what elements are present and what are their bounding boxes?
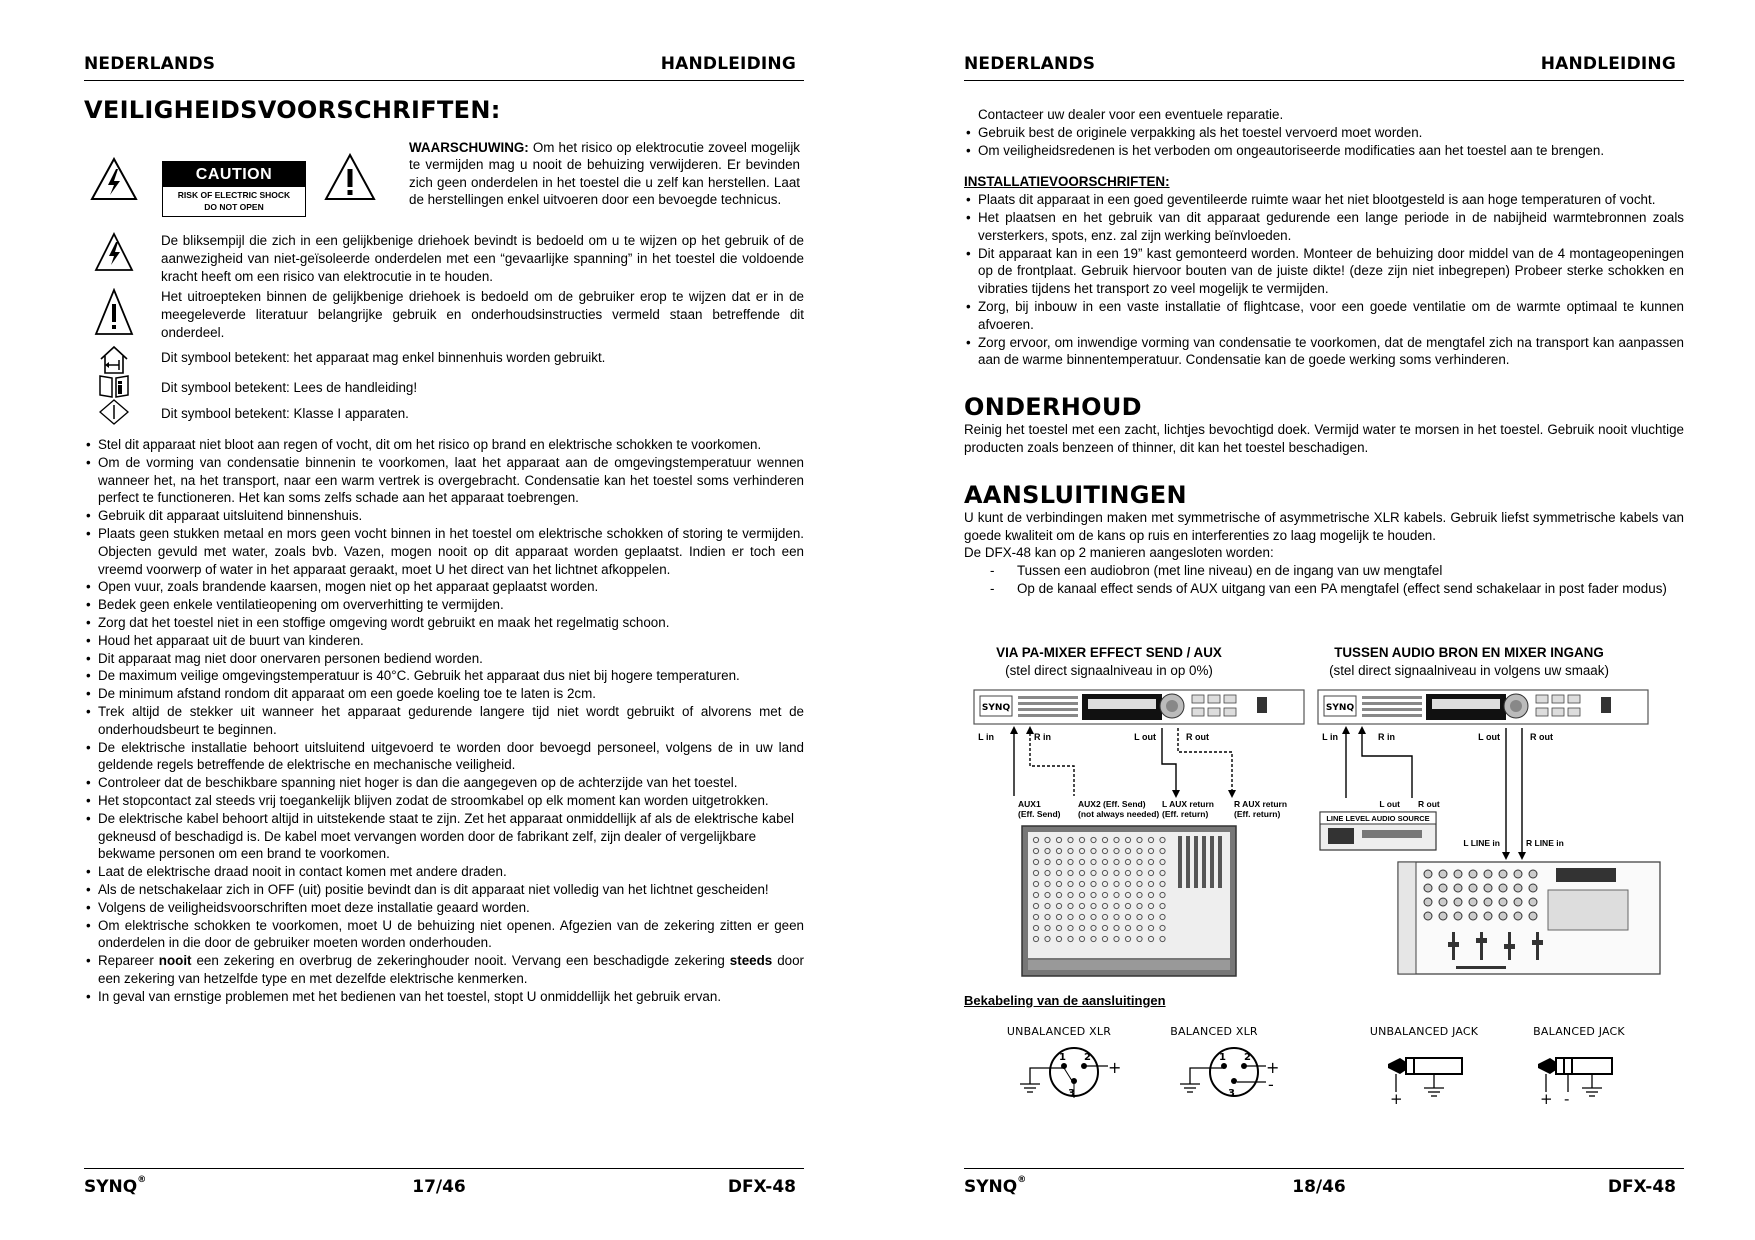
- label-aux1-sub: (Eff. Send): [1018, 809, 1061, 819]
- warning-text: [409, 139, 800, 208]
- cable-l-return: [1162, 728, 1176, 796]
- footer-reg-mark: ®: [1017, 1175, 1027, 1185]
- label-l-aux-return: L AUX return: [1162, 799, 1214, 809]
- caution-title: CAUTION: [163, 162, 305, 187]
- fuse-text-1: Repareer: [98, 953, 159, 969]
- page-header: [84, 54, 804, 81]
- footer-brand: [84, 1177, 146, 1197]
- label-l-aux-return-sub: (Eff. return): [1162, 809, 1209, 819]
- diagram-a-subtitle: (stel direct signaalniveau in op 0%): [1005, 663, 1213, 678]
- caution-line2: DO NOT OPEN: [204, 202, 264, 212]
- diagram-b-subtitle: (stel direct signaalniveau in volgens uw smaak): [1329, 663, 1609, 678]
- pa-mixer: [1022, 826, 1236, 976]
- list-item: • Stel dit apparaat niet bloot aan regen of vocht, dit om het risico op brand en elektrische schokken te voorkomen.: [84, 436, 804, 454]
- diagram-pa-mixer: [972, 686, 1306, 982]
- list-item: • Zorg ervoor, om inwendige vorming van condensatie te voorkomen, dat de mengtafel zich na transport kan aanpassen aan de warme binnentemperatuur. Condensatie kan de goede werking soms verhinderen.: [964, 334, 1684, 370]
- label-r-in: R in: [1034, 732, 1051, 742]
- list-item: • Om veiligheidsredenen is het verboden om ongeautoriseerde modificaties aan het toestel aan te brengen.: [964, 142, 1684, 160]
- fuse-bold-2: steeds: [729, 953, 773, 969]
- jack-minus: -: [1564, 1090, 1570, 1106]
- mixer-knob: [1439, 898, 1447, 906]
- safety-title: VEILIGHEIDSVOORSCHRIFTEN:: [84, 96, 501, 124]
- footer-reg-mark: ®: [137, 1175, 147, 1185]
- xlr-plus: +: [1266, 1058, 1280, 1077]
- dfx48-unit: [974, 690, 1304, 724]
- caution-line1: RISK OF ELECTRIC SHOCK: [177, 190, 291, 200]
- label-r-in: R in: [1378, 732, 1395, 742]
- mixer-knob: [1469, 912, 1477, 920]
- maintenance-text: Reinig het toestel met een zacht, lichtjes bevochtigd doek. Vermijd water te morsen in het toestel. Gebruik nooit vluchtige producten zoals benzeen of thinner, dit kan het toestel beschadigen.: [964, 422, 1684, 455]
- pin-1: 1: [1219, 1052, 1226, 1063]
- mixer-knob: [1469, 898, 1477, 906]
- mixer-knob: [1454, 912, 1462, 920]
- list-item: • Het stopcontact zal steeds vrij toegankelijk blijven zodat de stroomkabel op elk moment kan worden uitgetrokken.: [84, 792, 804, 810]
- diagram-b-title: TUSSEN AUDIO BRON EN MIXER INGANG: [1334, 645, 1604, 660]
- connection-methods: [964, 562, 1684, 598]
- class-one-icon: [99, 399, 129, 425]
- list-item: • Om elektrische schokken te voorkomen, moet U de behuizing niet openen. Afgezien van de zekering zitten er geen onderdelen in die door de gebruiker moeten worden onderhouden.: [84, 917, 804, 953]
- mixer-knob: [1529, 884, 1537, 892]
- lightning-triangle-icon: [90, 157, 138, 201]
- connections-title: AANSLUITINGEN: [964, 480, 1187, 509]
- label-aux1: AUX1: [1018, 799, 1041, 809]
- xlr-plus: +: [1108, 1058, 1122, 1077]
- label-r-aux-return: R AUX return: [1234, 799, 1288, 809]
- list-item: • Volgens de veiligheidsvoorschriften moet deze installatie geaard worden.: [84, 899, 804, 917]
- list-item: • De maximum veilige omgevingstemperatuur is 40°C. Gebruik het apparaat dus niet bij hogere temperaturen.: [84, 667, 804, 685]
- symbol-list: [84, 232, 804, 423]
- symbol-class1-text: Dit symbool betekent: Klasse I apparaten.: [161, 406, 409, 421]
- mixer-knob: [1484, 898, 1492, 906]
- header-manual: HANDLEIDING: [1540, 54, 1676, 74]
- fuse-bold-1: nooit: [158, 953, 192, 969]
- footer-page-number: 17/46: [412, 1177, 466, 1197]
- fuse-text-3: door een zekering van hetzelfde type en met dezelfde elektrische kenmerken.: [98, 953, 805, 986]
- dfx48-unit: [1318, 690, 1648, 724]
- footer-model: DFX-48: [727, 1177, 796, 1197]
- list-item: • Om de vorming van condensatie binnenin te voorkomen, laat het apparaat aan de omgevingstemperatuur wennen wanneer het, na het transport, naar een warm vertrek is overgebracht. Condensatie kan het toestel soms verhinderen perfect te functioneren. Het kan soms zelfs schade aan het apparaat toebrengen.: [84, 454, 804, 507]
- label-l-in: L in: [978, 732, 994, 742]
- right-page: [964, 0, 1684, 1240]
- symbol-indoor: [84, 343, 804, 371]
- list-item: • Plaats geen stukken metaal en mors geen vocht binnen in het toestel om elektrische schokken of storing te vermijden. Objecten gevuld met water, zoals bvb. Vazen, mogen nooit op dit apparaat worden geplaatst. Indien er toch een vreemd voorwerp of water in het apparaat geraakt, moet U het direct van het lichtnet afkoppelen.: [84, 525, 804, 578]
- label-l-out: L out: [1478, 732, 1500, 742]
- warning-label: WAARSCHUWING:: [409, 140, 529, 155]
- list-item: • Zorg, bij inbouw in een vaste installatie of flightcase, voor een goede ventilatie om de warmte optimaal te kunnen afvoeren.: [964, 298, 1684, 334]
- mixer-knob: [1514, 870, 1522, 878]
- label-unbalanced-xlr: UNBALANCED XLR: [1006, 1025, 1112, 1038]
- indoor-use-icon: [97, 343, 131, 377]
- pin-2: 2: [1084, 1052, 1091, 1063]
- symbol-lightning: [84, 232, 804, 284]
- mixer-knob: [1529, 898, 1537, 906]
- mixer-knob: [1454, 898, 1462, 906]
- list-item: • Controleer dat de beschikbare spanning niet hoger is dan die aangegeven op de achterzijde van het toestel.: [84, 774, 804, 792]
- diagram-audio-source: [1316, 686, 1672, 982]
- symbol-lightning-text: De bliksempijl die zich in een gelijkbenige driehoek bevindt is bedoeld om u te wijzen op het gebruik of de aanwezigheid van niet-geïsoleerde onderdelen met een “gevaarlijke spanning” in het toestel die voldoende kracht heeft om een risico van elektrocutie in te houden.: [161, 233, 804, 284]
- balanced-jack-icon: [1538, 1058, 1612, 1106]
- footer-brand-text: SYNQ: [84, 1177, 138, 1197]
- install-bullet-list: [964, 191, 1684, 369]
- list-item: • Dit apparaat mag niet door onervaren personen bediend worden.: [84, 650, 804, 668]
- label-aux2: AUX2 (Eff. Send): [1078, 799, 1146, 809]
- label-r-out: R out: [1186, 732, 1209, 742]
- list-item: • Het plaatsen en het gebruik van dit apparaat gedurende een lange periode in de nabijheid warmtebronnen zoals versterkers, spots, enz. zal zijn werking beïnvloeden.: [964, 209, 1684, 245]
- footer-page-number: 18/46: [1292, 1177, 1346, 1197]
- brand-logo: SYNQ: [1325, 703, 1355, 713]
- safety-bullet-list: [84, 436, 804, 1006]
- footer-brand: [964, 1177, 1026, 1197]
- pin-3: 3: [1228, 1088, 1235, 1099]
- list-item: • Zorg dat het toestel niet in een stoffige omgeving wordt gebruikt en maak het regelmatig schoon.: [84, 614, 804, 632]
- mixer-knob: [1424, 870, 1432, 878]
- label-l-in: L in: [1322, 732, 1338, 742]
- label-l-out: L out: [1134, 732, 1156, 742]
- label-unbalanced-jack: UNBALANCED JACK: [1369, 1025, 1479, 1038]
- list-item-fuse: [84, 952, 804, 988]
- list-item: • De elektrische kabel behoort altijd in uitstekende staat te zijn. Zet het apparaat onmiddellijk af als de elektrische kabel gekneusd of beschadigd is. De kabel moet vervangen worden door de fabrikant zelf, zijn dealer of vergelijkbare bekwame personen om een brand te voorkomen.: [84, 810, 804, 863]
- mixer-knob: [1499, 898, 1507, 906]
- mixer-knob: [1454, 884, 1462, 892]
- label-source-l-out: L out: [1379, 799, 1400, 809]
- jack-plus: +: [1390, 1090, 1403, 1106]
- list-item: • Open vuur, zoals brandende kaarsen, mogen niet op het apparaat geplaatst worden.: [84, 578, 804, 596]
- label-aux2-sub: (not always needed): [1078, 809, 1160, 819]
- page-footer: [84, 1168, 804, 1205]
- brand-logo: SYNQ: [981, 703, 1011, 713]
- mixer-knob: [1454, 870, 1462, 878]
- lightning-triangle-icon: [94, 232, 134, 272]
- exclamation-triangle-icon: [94, 288, 134, 336]
- install-title: INSTALLATIEVOORSCHRIFTEN:: [964, 174, 1170, 190]
- balanced-xlr-icon: [1180, 1048, 1279, 1099]
- mixer-knob: [1439, 912, 1447, 920]
- symbol-manual-text: Dit symbool betekent: Lees de handleiding!: [161, 380, 418, 395]
- list-item: • Houd het apparaat uit de buurt van kinderen.: [84, 632, 804, 650]
- mixer-knob: [1514, 884, 1522, 892]
- line-level-source: [1320, 812, 1436, 850]
- page-footer: [964, 1168, 1684, 1205]
- mixer-knob: [1484, 870, 1492, 878]
- mixer-knob: [1499, 870, 1507, 878]
- list-item: • Gebruik dit apparaat uitsluitend binnenshuis.: [84, 507, 804, 525]
- header-language: NEDERLANDS: [84, 54, 216, 74]
- diagram-a-title: VIA PA-MIXER EFFECT SEND / AUX: [996, 645, 1222, 660]
- cabling-title: Bekabeling van de aansluitingen: [964, 993, 1166, 1008]
- connector-diagrams: [1004, 1040, 1684, 1106]
- label-l-line-in: L LINE in: [1463, 838, 1500, 848]
- exclamation-triangle-icon: [324, 153, 376, 201]
- mixer-knob: [1499, 884, 1507, 892]
- pin-2: 2: [1244, 1052, 1251, 1063]
- mixer-knob: [1469, 870, 1477, 878]
- list-item: • Dit apparaat kan in een 19” kast gemonteerd worden. Monteer de behuizing door middel van de 4 montageopeningen op de frontplaat. Gebruik hiervoor bouten van de juiste dikte! (deze zijn niet inbegrepen) Probeer sterke schokken en vibraties tijdens het transport zo veel mogelijk te vermijden.: [964, 245, 1684, 298]
- label-r-out: R out: [1530, 732, 1553, 742]
- mixer-knob: [1529, 870, 1537, 878]
- fuse-text-2: een zekering en overbrug de zekeringhouder nooit. Vervang een beschadigde zekering: [191, 953, 730, 969]
- label-source-device: LINE LEVEL AUDIO SOURCE: [1326, 814, 1430, 823]
- page-header: [964, 54, 1684, 81]
- list-item: • Laat de elektrische draad nooit in contact komen met andere draden.: [84, 863, 804, 881]
- left-page: [84, 0, 804, 1240]
- symbol-class1: [84, 399, 804, 423]
- footer-brand-text: SYNQ: [964, 1177, 1018, 1197]
- label-balanced-jack: BALANCED JACK: [1533, 1025, 1625, 1038]
- caution-block: [84, 139, 804, 219]
- symbol-indoor-text: Dit symbool betekent: het apparaat mag enkel binnenhuis worden gebruikt.: [161, 350, 606, 365]
- header-manual: HANDLEIDING: [660, 54, 796, 74]
- mixer-knob: [1514, 912, 1522, 920]
- list-item: • De elektrische installatie behoort uitsluitend uitgevoerd te worden door bevoegd personeel, volgens de in uw land geldende regels betreffende de elektrische en mechanische veiligheid.: [84, 739, 804, 775]
- xlr-minus: -: [1268, 1075, 1274, 1094]
- mixer-knob: [1484, 884, 1492, 892]
- mixer-knob: [1529, 912, 1537, 920]
- label-balanced-xlr: BALANCED XLR: [1170, 1025, 1258, 1038]
- caution-label: [162, 161, 306, 217]
- list-item: - Tussen een audiobron (met line niveau) en de ingang van uw mengtafel: [990, 562, 1684, 580]
- unbalanced-xlr-icon: [1020, 1048, 1121, 1099]
- mixer-knob: [1424, 884, 1432, 892]
- list-item: • De minimum afstand rondom dit apparaat om een goede koeling toe te laten is 2cm.: [84, 685, 804, 703]
- footer-model: DFX-48: [1607, 1177, 1676, 1197]
- symbol-exclamation: [84, 288, 804, 340]
- mixer-knob: [1439, 884, 1447, 892]
- connections-text: U kunt de verbindingen maken met symmetrische of asymmetrische XLR kabels. Gebruik liefst symmetrische kabels van goede kwaliteit om de kans op ruis en interferenties zo laag mogelijk te houden.: [964, 509, 1684, 543]
- intro-block: [964, 106, 1684, 598]
- list-item: • Plaats dit apparaat in een goed geventileerde ruimte waar het niet blootgesteld is aan hoge temperaturen of vocht.: [964, 191, 1684, 209]
- unbalanced-jack-icon: [1388, 1058, 1462, 1106]
- warning-body: Om het risico op elektrocutie zoveel mogelijk te vermijden mag u nooit de behuizing verwijderen. Er bevinden zich geen onderdelen in het toestel die u zelf kan herstellen. Laat de herstellingen enkel uitvoeren door een bevoegde technicus.: [409, 140, 800, 207]
- read-manual-icon: [97, 373, 131, 399]
- pin-3: 3: [1068, 1088, 1075, 1099]
- list-item: • Trek altijd de stekker uit wanneer het apparaat gedurende langere tijd niet wordt gebruikt of alvorens met de onderhoudsbeurt te beginnen.: [84, 703, 804, 739]
- label-source-r-out: R out: [1418, 799, 1440, 809]
- jack-plus: +: [1540, 1090, 1553, 1106]
- maintenance-title: ONDERHOUD: [964, 393, 1142, 422]
- symbol-manual: [84, 373, 804, 399]
- mixer-knob: [1469, 884, 1477, 892]
- list-item: • In geval van ernstige problemen met het bedienen van het toestel, stopt U onmiddellijk het gebruik ervan.: [84, 988, 804, 1006]
- mixer-knob: [1439, 870, 1447, 878]
- dj-mixer: [1398, 862, 1660, 974]
- label-r-line-in: R LINE in: [1526, 838, 1564, 848]
- connections-text-2: De DFX-48 kan op 2 manieren aangesloten worden:: [964, 545, 1274, 561]
- intro-continuation: Contacteer uw dealer voor een eventuele reparatie.: [978, 107, 1284, 122]
- list-item: • Als de netschakelaar zich in OFF (uit) positie bevindt dan is dit apparaat niet volledig van het lichtnet gescheiden!: [84, 881, 804, 899]
- pin-1: 1: [1059, 1052, 1066, 1063]
- list-item: • Gebruik best de originele verpakking als het toestel vervoerd moet worden.: [964, 124, 1684, 142]
- label-r-aux-return-sub: (Eff. return): [1234, 809, 1281, 819]
- symbol-exclamation-text: Het uitroepteken binnen de gelijkbenige driehoek is bedoeld om de gebruiker erop te wijzen dat er in de meegeleverde literatuur belangrijke gebruik en onderhoudsinstructies vermeld staan betreffende dit onderdeel.: [161, 289, 804, 340]
- list-item: - Op de kanaal effect sends of AUX uitgang van een PA mengtafel (effect send schakelaar in post fader modus): [990, 580, 1684, 598]
- list-item: • Bedek geen enkele ventilatieopening om oververhitting te vermijden.: [84, 596, 804, 614]
- mixer-knob: [1424, 898, 1432, 906]
- header-language: NEDERLANDS: [964, 54, 1096, 74]
- mixer-knob: [1484, 912, 1492, 920]
- mixer-knob: [1424, 912, 1432, 920]
- mixer-knob: [1499, 912, 1507, 920]
- mixer-knob: [1514, 898, 1522, 906]
